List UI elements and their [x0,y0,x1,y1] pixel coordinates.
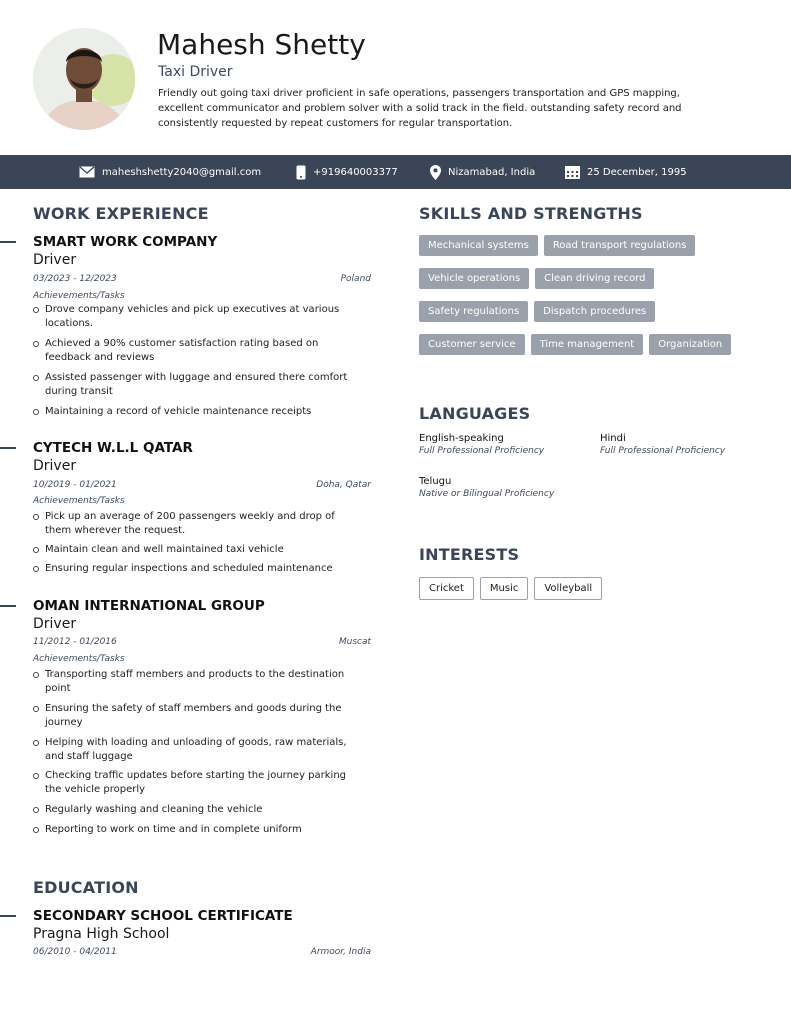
task-item: Pick up an average of 200 passengers weekly and drop of them wherever the request. [33,510,363,538]
skill-tag: Clean driving record [535,268,654,289]
task-item: Transporting staff members and products to the destination point [33,668,363,696]
language-item [419,433,544,456]
skill-tag: Road transport regulations [544,235,696,256]
language-name: Telugu [419,476,452,487]
skills-list [419,235,764,355]
task-item: Reporting to work on time and in complete uniform [33,823,363,837]
interest-tag: Cricket [419,577,474,600]
location-text: Nizamabad, India [448,166,536,178]
task-item: Helping with loading and unloading of goods, raw materials, and staff luggage [33,736,363,764]
contact-email[interactable] [79,155,261,189]
map-pin-icon [430,165,441,180]
language-level: Native or Bilingual Proficiency [419,489,555,499]
job-task-list [33,303,363,419]
interests-list [419,577,602,600]
language-name: Hindi [600,433,626,444]
education-meta [33,947,371,957]
job-location: Muscat [338,637,371,647]
skill-tag: Time management [531,334,644,355]
skill-tag: Safety regulations [419,301,528,322]
job-task-list [33,668,363,837]
section-title-skills: SKILLS AND STRENGTHS [419,204,643,223]
education-dates: 06/2010 - 04/2011 [33,947,117,957]
skill-tag: Dispatch procedures [534,301,655,322]
job-meta [33,637,371,647]
job-dates: 11/2012 - 01/2016 [33,637,117,647]
task-item: Checking traffic updates before starting the journey parking the vehicle properly [33,769,363,797]
language-level: Full Professional Proficiency [419,446,545,456]
task-item: Maintain clean and well maintained taxi vehicle [33,543,363,557]
job-location: Poland [340,274,371,284]
job-company: CYTECH W.L.L QATAR [33,440,193,456]
job-role: Driver [33,616,77,632]
job-marker [0,447,16,449]
education-marker [0,915,16,917]
job-role: Driver [33,458,77,474]
job-role: Driver [33,252,77,268]
skill-tag: Customer service [419,334,525,355]
task-item: Maintaining a record of vehicle maintenance receipts [33,405,363,419]
task-item: Drove company vehicles and pick up executives at various locations. [33,303,363,331]
section-title-languages: LANGUAGES [419,404,531,423]
job-location: Doha, Qatar [316,480,371,490]
language-level: Full Professional Proficiency [600,446,726,456]
avatar-photo [33,28,135,130]
interest-tag: Volleyball [534,577,602,600]
phone-icon [296,165,306,180]
task-item: Regularly washing and cleaning the vehicle [33,803,363,817]
skill-tag: Vehicle operations [419,268,529,289]
education-school: Pragna High School [33,926,170,942]
task-item: Achieved a 90% customer satisfaction rating based on feedback and reviews [33,337,363,365]
avatar [33,28,135,130]
job-marker [0,241,16,243]
job-dates: 03/2023 - 12/2023 [33,274,117,284]
language-item [419,476,554,499]
language-item [600,433,725,456]
section-title-interests: INTERESTS [419,545,520,564]
job-dates: 10/2019 - 01/2021 [33,480,117,490]
birthdate-text: 25 December, 1995 [587,166,687,178]
task-item: Ensuring the safety of staff members and goods during the journey [33,702,363,730]
contact-location [430,155,535,189]
job-meta [33,480,371,490]
section-title-education: EDUCATION [33,878,139,897]
skill-tag: Organization [649,334,731,355]
job-meta [33,274,371,284]
envelope-icon [79,166,95,178]
education-degree: SECONDARY SCHOOL CERTIFICATE [33,908,293,924]
contact-phone[interactable] [296,155,398,189]
achievements-label: Achievements/Tasks [33,654,125,664]
task-item: Assisted passenger with luggage and ensured there comfort during transit [33,371,363,399]
job-company: SMART WORK COMPANY [33,234,218,250]
education-location: Armoor, India [310,947,371,957]
profile-summary: Friendly out going taxi driver proficient in safe operations, passengers transportation and GPS mapping, excellent communicator and problem solver with a solid track in the field. outstanding safety record and consistently requested by repeat customers for regular transportation. [158,88,682,129]
calendar-icon [565,165,580,179]
contact-bar [0,155,791,189]
language-name: English-speaking [419,433,504,444]
phone-text: +919640003377 [313,166,398,178]
job-task-list [33,510,363,576]
task-item: Ensuring regular inspections and scheduled maintenance [33,562,363,576]
interest-tag: Music [480,577,528,600]
section-title-work: WORK EXPERIENCE [33,204,209,223]
email-text: maheshshetty2040@gmail.com [102,166,262,178]
job-title: Taxi Driver [158,64,233,80]
skill-tag: Mechanical systems [419,235,538,256]
achievements-label: Achievements/Tasks [33,291,125,301]
job-company: OMAN INTERNATIONAL GROUP [33,598,265,614]
achievements-label: Achievements/Tasks [33,496,125,506]
candidate-name: Mahesh Shetty [157,28,366,61]
job-marker [0,605,16,607]
contact-birthdate [565,155,687,189]
